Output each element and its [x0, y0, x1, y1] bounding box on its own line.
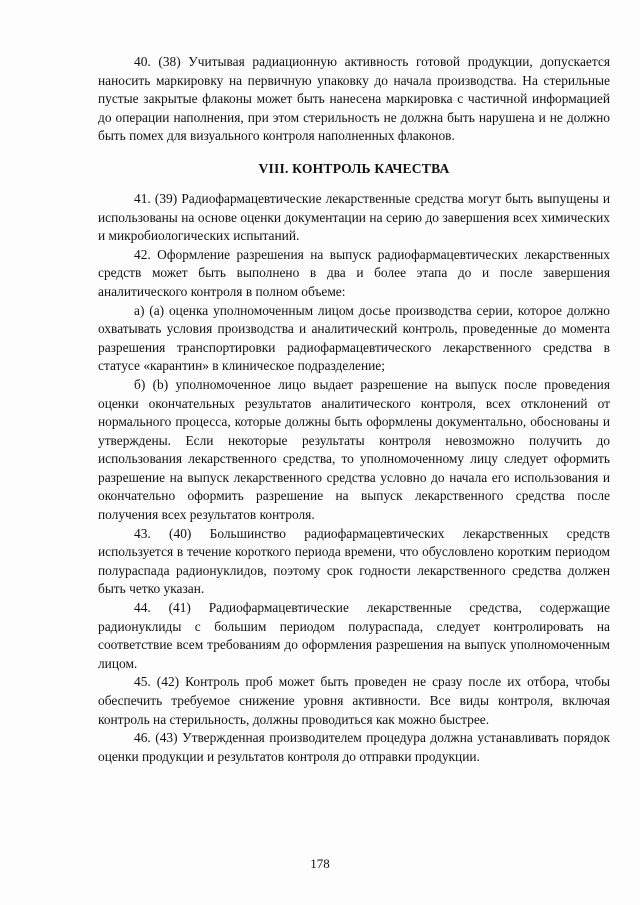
- paragraph-42: 42. Оформление разрешения на выпуск радиофармацевтических лекарственных средств может быть выполнено в два и более этапа до и после завершения аналитического контроля в полном объеме:: [98, 246, 610, 299]
- paragraph-42-a: а) (а) оценка уполномоченным лицом досье производства серии, которое должно охватывать условия производства и аналитический контроль, проведенные до момента разрешения транспортировки радиофармацевтического лекарственного средства в статусе «карантин» в клиническое подразделение;: [98, 302, 610, 374]
- paragraph-45: 45. (42) Контроль проб может быть проведен не сразу после их отбора, чтобы обеспечить требуемое снижение уровня активности. Все виды контроля, включая контроль на стерильность, должны проводиться как можно быстрее.: [98, 674, 610, 727]
- paragraph-46: 46. (43) Утвержденная производителем процедура должна устанавливать порядок оценки продукции и результатов контроля до отправки продукции.: [98, 730, 610, 764]
- paragraph-40: 40. (38) Учитывая радиационную активность готовой продукции, допускается наносить маркировку на первичную упаковку до начала производства. На стерильные пустые закрытые флаконы может быть нанесена маркировка с частичной информацией до операции наполнения, при этом стерильность не должна быть нарушена и не должно быть помех для визуального контроля наполненных флаконов.: [98, 54, 610, 144]
- paragraph-41: 41. (39) Радиофармацевтические лекарственные средства могут быть выпущены и использованы на основе оценки документации на серию до завершения всех химических и микробиологических испытаний.: [98, 190, 610, 244]
- paragraph-42-b: б) (b) уполномоченное лицо выдает разрешение на выпуск после проведения оценки окончательных результатов аналитического контроля, всех отклонений от нормального процесса, которые должны быть оформлены документально, обоснованы и утверждены. Если некоторые результаты контроля невозможно получить до использования лекарственного средства, то уполномоченному лицу следует оформить разрешение на выпуск лекарственного средства условно до начала его использования и окончательно оформить разрешение на выпуск лекарственного средства после получения всех результатов контроля.: [98, 376, 610, 523]
- paragraph-43: 43. (40) Большинство радиофармацевтических лекарственных средств используется в течение короткого периода времени, что обусловлено коротким периодом полураспада радионуклидов, поэтому срок годности лекарственного средства должен быть четко указан.: [98, 525, 610, 597]
- section-heading: VIII. КОНТРОЛЬ КАЧЕСТВА: [258, 160, 450, 176]
- paragraph-44: 44. (41) Радиофармацевтические лекарственные средства, содержащие радионуклиды с большим периодом полураспада, следует контролировать на соответствие всем требованиям до оформления разрешения на выпуск уполномоченным лицом.: [98, 600, 610, 671]
- page-number: 178: [310, 856, 330, 871]
- document-body: [98, 53, 610, 766]
